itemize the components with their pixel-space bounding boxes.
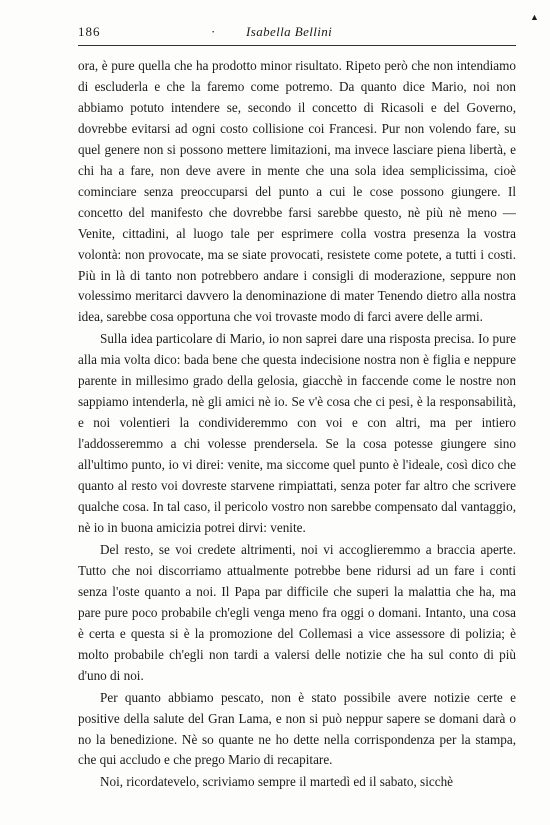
paragraph: ora, è pure quella che ha prodotto minor risultato. Ripeto però che non intendiamo di escluderla e che la faremo come potremo. Da quanto dice Mario, noi non abbiamo potuto intendere se, secondo il concetto di Ricasoli e del Governo, dovrebbe evitarsi ad ogni costo collisione coi Francesi. Pur non volendo fare, su quel genere non si possono mettere limitazioni, ma invece lasciare piena libertà, e chi ha a fare, non deve avere in mente che una sola idea semplicissima, cioè cominciare senza preoccuparsi del punto a cui le cose possono giungere. Il concetto del manifesto che dovrebbe farsi sarebbe questo, nè più nè meno — Venite, cittadini, al luogo tale per esprimere colla vostra presenza la vostra volontà: non provocate, ma se siate provocati, resistete come potete, a tutti i costi. Più in là di tanto non potrebbero andare i consigli di moderazione, seppure non volessimo meritarci davvero la denominazione di mater Tenendo dietro alla nostra idea, sarebbe cosa opportuna che voi trovaste modo di farci avere delle armi. xyxy=(78,58,516,325)
page-number: 186 xyxy=(78,24,101,39)
paragraph: Sulla idea particolare di Mario, io non saprei dare una risposta precisa. Io pure alla mia volta dico: bada bene che questa indecisione nostra non è figlia e neppure parente in millesimo grado della gelosia, giacchè in faccende come le nostre non sappiamo intenderla, nè gli amici nè io. Se v'è cosa che ci pesi, è la responsabilità, e noi volentieri la condivideremmo con voi e con altri, ma per intiero l'addosseremmo a chi volesse prendersela. Se la cosa potesse giungere sino all'ultimo punto, io vi direi: venite, ma siccome quel punto è l'ideale, così dico che quanto al resto voi dovreste starvene rimpiattati, senza poter far altro che scrivere qualche cosa. In tal caso, il pericolo vostro non sarebbe compensato dal vantaggio, nè io in buona amicizia potrei dirvi: venite. xyxy=(78,331,516,535)
page-header xyxy=(78,12,540,44)
paragraph: Del resto, se voi credete altrimenti, noi vi accoglieremmo a braccia aperte. Tutto che noi discorriamo attualmente potrebbe bene ridursi ad un fare i conti senza l'oste quanto a noi. Il Papa par difficile che superi la malattia che ha, ma pare pure poco probabile ch'egli venga meno fra oggi o domani. Intanto, una cosa è certa e questa si è la promozione del Collemasi a vice assessore di polizia; è molto probabile ch'egli non tardi a valersi delle notizie che ha sul conto di più d'uno di noi. xyxy=(78,541,516,683)
paragraph: Noi, ricordatevelo, scriviamo sempre il martedì ed il sabato, sicchè xyxy=(100,774,454,790)
header-separator: · xyxy=(211,24,216,39)
page-body xyxy=(78,56,516,793)
header-rule xyxy=(78,45,516,46)
corner-mark-icon: ▲ xyxy=(530,12,540,22)
running-title: Isabella Bellini xyxy=(246,24,333,39)
paragraph: Per quanto abbiamo pescato, non è stato possibile avere notizie certe e positive della salute del Gran Lama, e non si può neppur sapere se domani darà o no la benedizione. Nè so quante ne ho dette nella corrispondenza per la stampa, che qui accludo e che prego Mario di recapitare. xyxy=(78,689,516,768)
